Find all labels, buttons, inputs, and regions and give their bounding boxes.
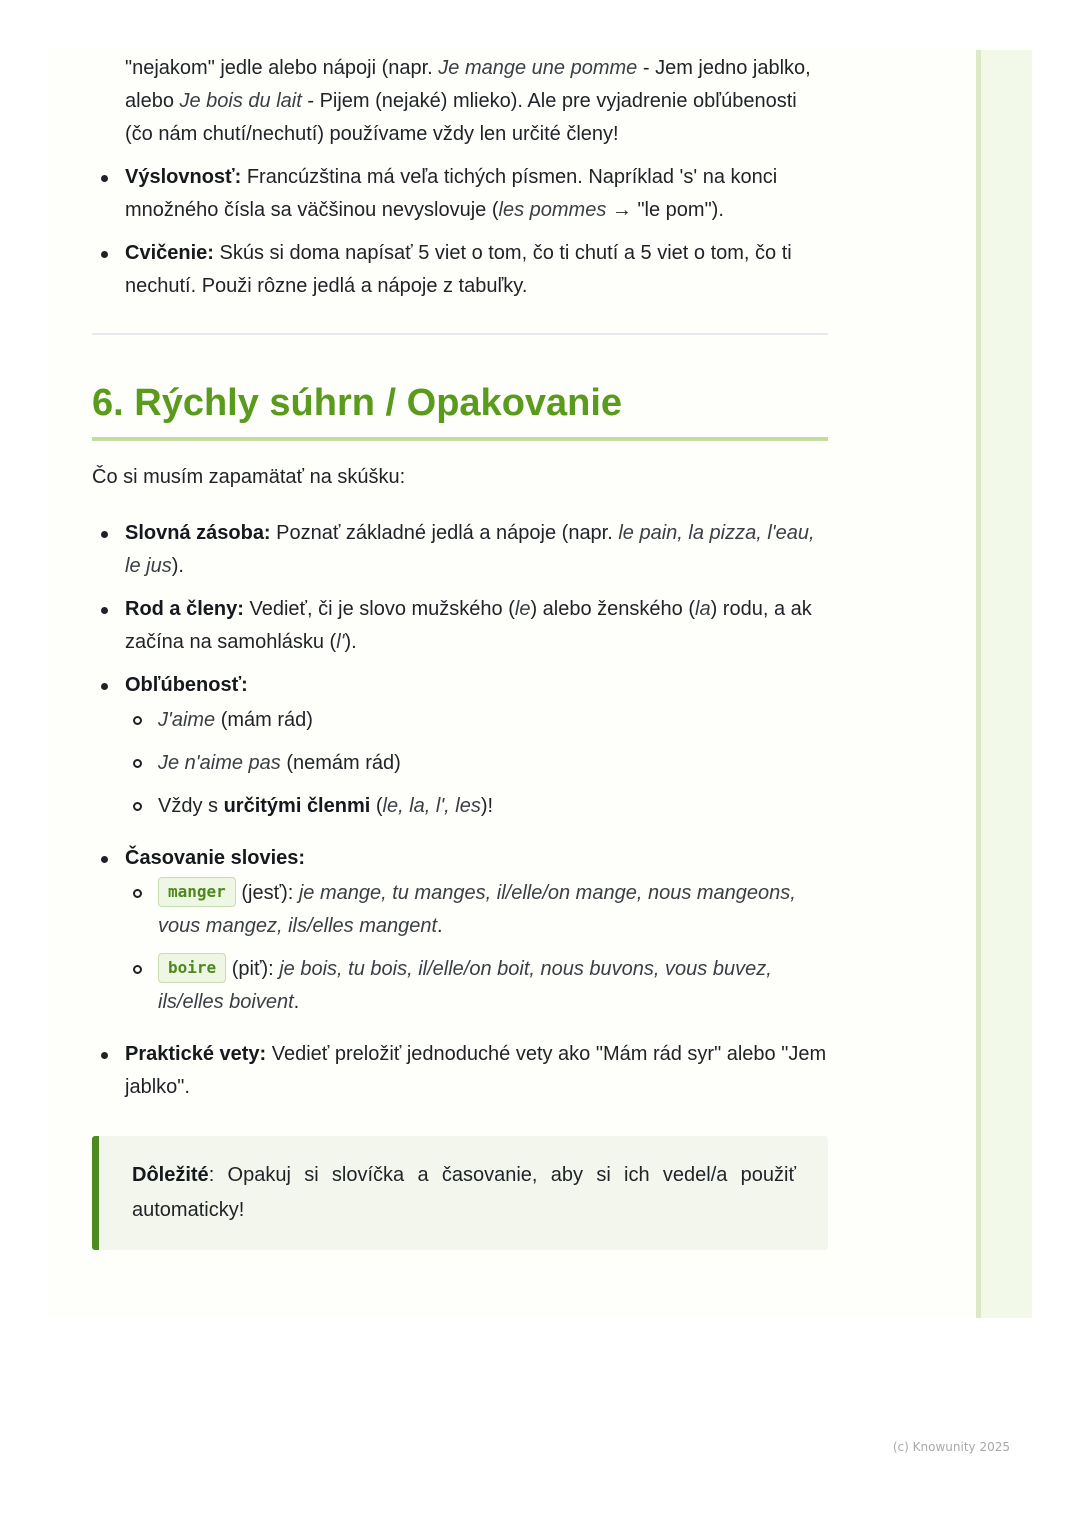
circle-bullet-icon bbox=[133, 889, 142, 898]
circle-bullet-icon bbox=[133, 802, 142, 811]
summary-list bbox=[92, 517, 828, 1104]
list-item-conjugation: Časovanie slovies: manger (jesť): je mange, tu manges, il/elle/on mange, nous mangeons, vous mangez, ils/elles mangent. boire (piť): je bois, tu bois, il/elle/on boit, nous buvons, vous buvez, ils/elles boivent. bbox=[92, 842, 828, 1019]
divider bbox=[92, 333, 828, 335]
list-item-practical: Praktické vety: Vedieť preložiť jednoduché vety ako "Mám rád syr" alebo "Jem jablko". bbox=[92, 1038, 828, 1104]
sublist-item: J'aime (mám rád) bbox=[125, 704, 828, 737]
list-item-likes: Obľúbenosť: J'aime (mám rád) Je n'aime pas (nemám rád) Vždy s určitými členmi (le, la, l', les)! bbox=[92, 669, 828, 823]
intro-paragraph: "nejakom" jedle alebo nápoji (napr. Je mange une pomme - Jem jedno jablko, alebo Je bois du lait - Pijem (nejaké) mlieko). Ale pre vyjadrenie obľúbenosti (čo nám chutí/nechutí) používame vždy len určité členy! bbox=[125, 57, 811, 145]
tips-list bbox=[92, 161, 828, 303]
circle-bullet-icon bbox=[133, 759, 142, 768]
bullet-icon bbox=[101, 531, 108, 538]
conjugation-sublist bbox=[125, 877, 828, 1019]
bullet-icon bbox=[101, 856, 108, 863]
circle-bullet-icon bbox=[133, 965, 142, 974]
bullet-icon bbox=[101, 683, 108, 690]
sublist-item: manger (jesť): je mange, tu manges, il/elle/on mange, nous mangeons, vous mangez, ils/elles mangent. bbox=[125, 877, 828, 943]
code-verb: manger bbox=[158, 877, 236, 907]
bullet-icon bbox=[101, 607, 108, 614]
section-heading: 6. Rýchly súhrn / Opakovanie bbox=[92, 379, 828, 441]
code-verb: boire bbox=[158, 953, 226, 983]
important-callout: Dôležité: Opakuj si slovíčka a časovanie, aby si ich vedel/a použiť automaticky! bbox=[92, 1136, 828, 1250]
list-item-gender: Rod a členy: Vedieť, či je slovo mužského (le) alebo ženského (la) rodu, a ak začína na samohlásku (l'). bbox=[92, 593, 828, 659]
sublist-item: boire (piť): je bois, tu bois, il/elle/on boit, nous buvons, vous buvez, ils/elles boivent. bbox=[125, 953, 828, 1019]
list-item-pronunciation: Výslovnosť: Francúzština má veľa tichých písmen. Napríklad 's' na konci množného čísla sa väčšinou nevyslovuje (les pommes → "le pom"). bbox=[92, 161, 828, 227]
circle-bullet-icon bbox=[133, 716, 142, 725]
sublist-item: Je n'aime pas (nemám rád) bbox=[125, 747, 828, 780]
bullet-icon bbox=[101, 175, 108, 182]
bullet-icon bbox=[101, 1052, 108, 1059]
bullet-icon bbox=[101, 251, 108, 258]
document-content bbox=[92, 52, 828, 1104]
right-margin-strip bbox=[976, 50, 1032, 1318]
list-item-exercise: Cvičenie: Skús si doma napísať 5 viet o tom, čo ti chutí a 5 viet o tom, čo ti nechutí. Použi rôzne jedlá a nápoje z tabuľky. bbox=[92, 237, 828, 303]
likes-sublist bbox=[125, 704, 828, 823]
copyright-footer: (c) Knowunity 2025 bbox=[892, 1440, 1010, 1454]
sublist-item: Vždy s určitými členmi (le, la, l', les)! bbox=[125, 790, 828, 823]
section-lead: Čo si musím zapamätať na skúšku: bbox=[92, 466, 406, 488]
list-item-vocabulary: Slovná zásoba: Poznať základné jedlá a nápoje (napr. le pain, la pizza, l'eau, le jus). bbox=[92, 517, 828, 583]
